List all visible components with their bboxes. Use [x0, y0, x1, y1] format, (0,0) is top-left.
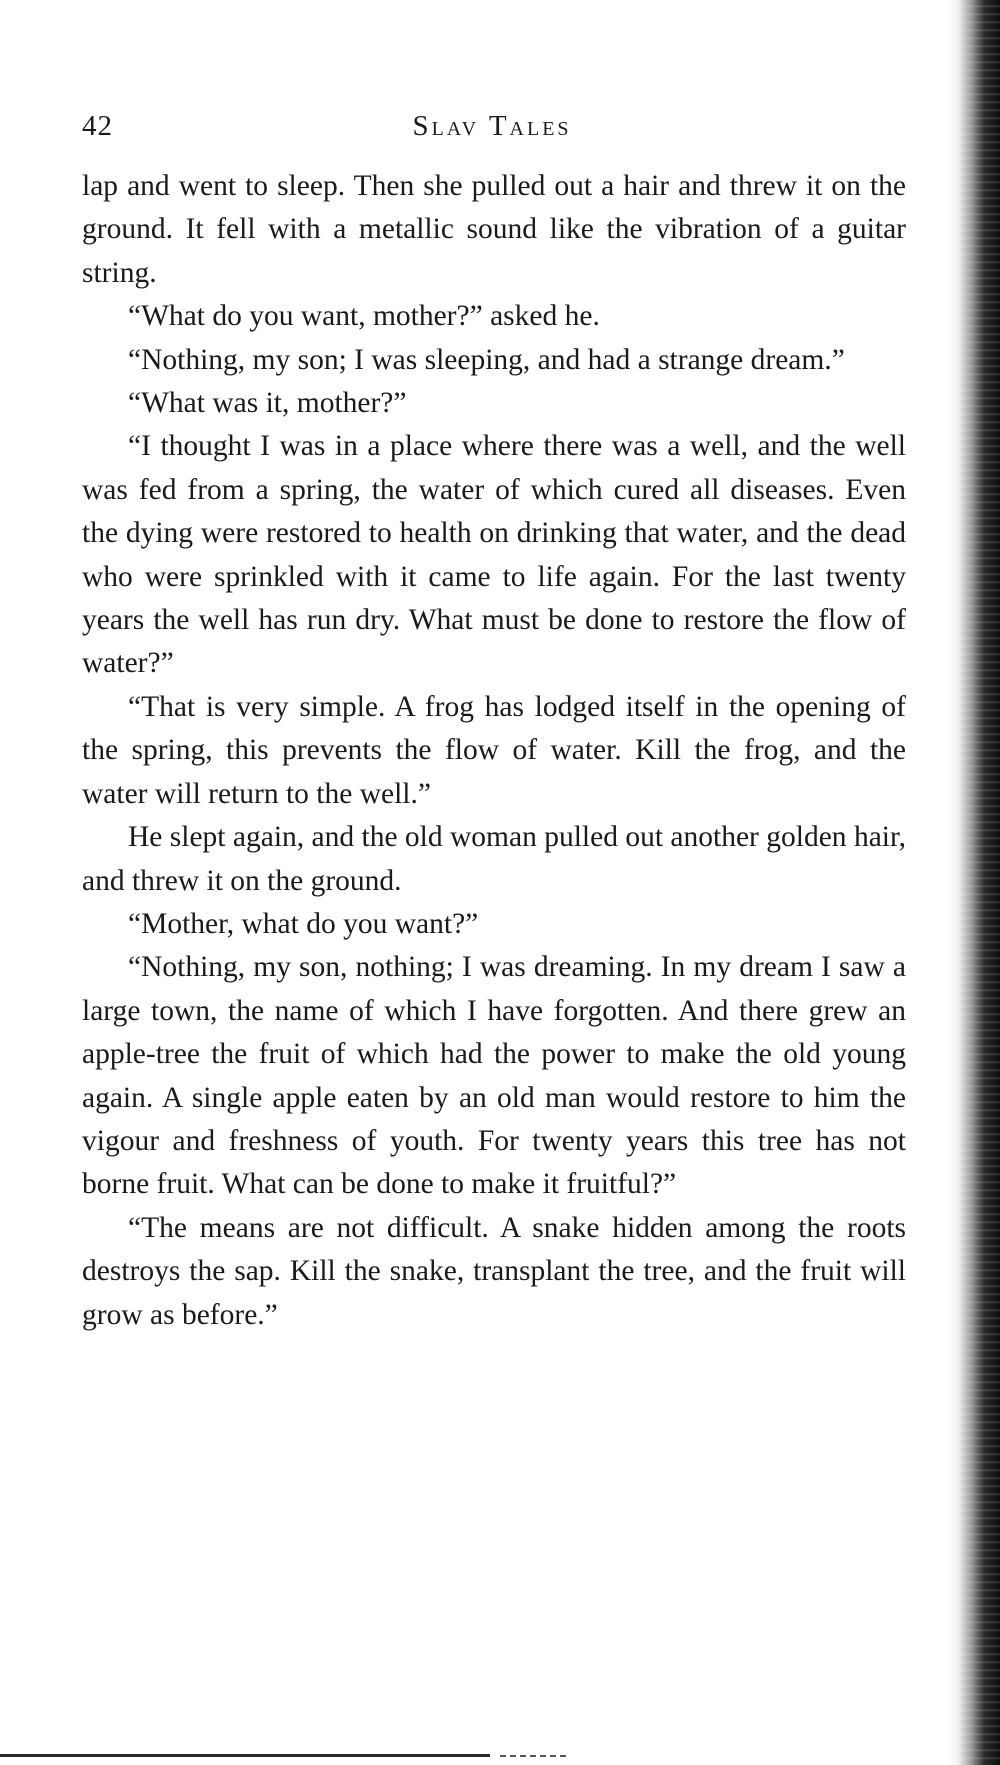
page-header [82, 110, 902, 150]
paragraph: “Mother, what do you want?” [128, 907, 479, 940]
scan-bottom-edge-dashes [500, 1755, 570, 1757]
paragraph: “What do you want, mother?” asked he. [128, 300, 600, 333]
running-title: Slav Tales [412, 110, 572, 142]
paragraph: “I thought I was in a place where there was a well, and the well was fed from a spring, the water of which cured all diseases. Even the dying were restored to health on drinking that water, and the dead who were sprinkled with it came to life again. For the last twenty years the well has run dry. What must be done to restore the flow of water?” [82, 430, 906, 680]
paragraph: “What was it, mother?” [128, 387, 407, 420]
scan-bottom-edge [0, 1754, 490, 1757]
paragraph: “Nothing, my son, nothing; I was dreaming. In my dream I saw a large town, the name of which I have forgotten. And there grew an apple-tree the fruit of which had the power to make the old young again. A single apple eaten by an old man would restore to him the vigour and freshness of youth. For twenty years this tree has not borne fruit. What can be done to make it fruitful?” [82, 951, 906, 1201]
paragraph: “That is very simple. A frog has lodged itself in the opening of the spring, this prevents the flow of water. Kill the frog, and the water will return to the well.” [82, 690, 906, 810]
paragraph: He slept again, and the old woman pulled out another golden hair, and threw it on the ground. [82, 821, 906, 897]
page-edge-texture [948, 0, 1000, 1765]
paragraph: “Nothing, my son; I was sleeping, and had a strange dream.” [128, 343, 845, 376]
body-text [82, 165, 906, 1337]
page-number: 42 [82, 110, 113, 142]
paragraph: lap and went to sleep. Then she pulled out a hair and threw it on the ground. It fell with a metallic sound like the vibration of a guitar string. [82, 170, 906, 289]
paragraph: “The means are not difficult. A snake hidden among the roots destroys the sap. Kill the snake, transplant the tree, and the fruit will grow as before.” [82, 1211, 906, 1331]
